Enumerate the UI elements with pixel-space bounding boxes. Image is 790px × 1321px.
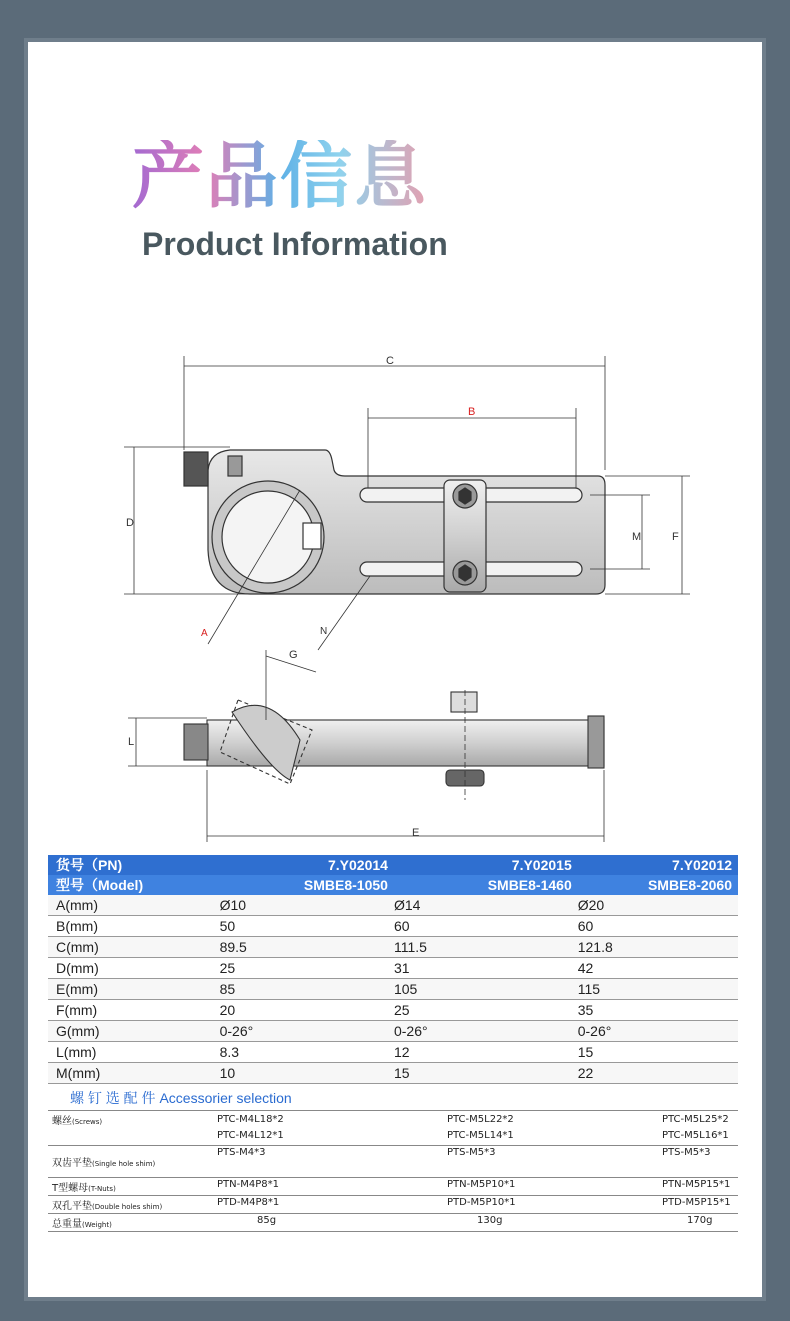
cell: 89.5	[220, 937, 394, 958]
accessories-table	[48, 1110, 738, 1232]
row-label: B(mm)	[48, 916, 220, 937]
acc-label-en: (Weight)	[82, 1221, 112, 1229]
table-row	[48, 1021, 738, 1042]
acc-value: PTS-M5*3	[447, 1147, 496, 1158]
acc-label	[48, 1214, 217, 1232]
acc-cell	[662, 1111, 738, 1146]
dim-g: G	[289, 649, 298, 661]
side-view	[184, 692, 604, 786]
cell: Ø20	[578, 895, 738, 916]
acc-value: PTD-M4P8*1	[217, 1197, 280, 1208]
row-label: A(mm)	[48, 895, 220, 916]
table-row	[48, 979, 738, 1000]
acc-cell	[217, 1111, 447, 1146]
table-row	[48, 1042, 738, 1063]
accessory-row	[48, 1111, 738, 1146]
row-label: L(mm)	[48, 1042, 220, 1063]
acc-label-en: (T-Nuts)	[88, 1185, 116, 1193]
cell: 35	[578, 1000, 738, 1021]
cell: Ø14	[394, 895, 578, 916]
cell: 50	[220, 916, 394, 937]
acc-label	[48, 1146, 217, 1178]
table-row	[48, 937, 738, 958]
acc-value: PTS-M4*3	[217, 1147, 266, 1158]
acc-label	[48, 1178, 217, 1196]
acc-label-cn: 总重量	[52, 1219, 82, 1230]
acc-label-en: (Double holes shim)	[92, 1203, 163, 1211]
title-chinese: 产品信息	[132, 134, 429, 218]
row-label: G(mm)	[48, 1021, 220, 1042]
accessory-row	[48, 1178, 738, 1196]
acc-label-cn: 双孔平垫	[52, 1201, 92, 1212]
acc-label-en: (Single hole shim)	[92, 1160, 156, 1168]
cell: 111.5	[394, 937, 578, 958]
pn-2: 7.Y02015	[394, 855, 578, 875]
dim-n: N	[320, 626, 328, 637]
cell: 15	[394, 1063, 578, 1084]
top-view	[184, 450, 605, 594]
model-label: 型号（Model)	[48, 875, 220, 895]
model-2: SMBE8-1460	[394, 875, 578, 895]
table-row	[48, 916, 738, 937]
accessories-title: 螺 钉 选 配 件 Accessorier selection	[70, 1090, 292, 1106]
acc-value: PTD-M5P10*1	[447, 1197, 516, 1208]
cell: 105	[394, 979, 578, 1000]
pn-1: 7.Y02014	[220, 855, 394, 875]
cell: 60	[394, 916, 578, 937]
cell: 42	[578, 958, 738, 979]
dim-f: F	[672, 531, 679, 543]
acc-value: PTC-M5L25*2	[662, 1114, 729, 1125]
model-3: SMBE8-2060	[578, 875, 738, 895]
accessory-row	[48, 1196, 738, 1214]
header-row-pn	[48, 855, 738, 875]
acc-label	[48, 1196, 217, 1214]
acc-cell	[447, 1111, 662, 1146]
pn-3: 7.Y02012	[578, 855, 738, 875]
acc-value: PTN-M4P8*1	[217, 1179, 279, 1190]
acc-value: PTC-M5L14*1	[447, 1130, 514, 1141]
acc-value: 85g	[217, 1214, 447, 1232]
row-label: E(mm)	[48, 979, 220, 1000]
dim-a: A	[201, 628, 208, 639]
cell: 15	[578, 1042, 738, 1063]
acc-label-cn: T型螺母	[52, 1183, 89, 1194]
cell: 85	[220, 979, 394, 1000]
dim-d: D	[126, 517, 134, 529]
acc-value: PTD-M5P15*1	[662, 1197, 731, 1208]
cell: 0-26°	[220, 1021, 394, 1042]
cell: 0-26°	[578, 1021, 738, 1042]
cell: 12	[394, 1042, 578, 1063]
row-label: D(mm)	[48, 958, 220, 979]
acc-value: PTC-M5L16*1	[662, 1130, 729, 1141]
acc-label-cn: 螺丝	[52, 1116, 72, 1127]
cell: 0-26°	[394, 1021, 578, 1042]
dim-c: C	[386, 355, 394, 367]
cell: 31	[394, 958, 578, 979]
accessory-row	[48, 1214, 738, 1232]
spec-table	[48, 855, 738, 1084]
acc-label-en: (Screws)	[72, 1118, 103, 1126]
pn-label: 货号（PN)	[48, 855, 220, 875]
dim-e: E	[412, 827, 420, 839]
table-row	[48, 1063, 738, 1084]
title-english: Product Information	[142, 226, 448, 262]
dim-m: M	[632, 531, 642, 543]
row-label: F(mm)	[48, 1000, 220, 1021]
cell: 10	[220, 1063, 394, 1084]
acc-value: 170g	[662, 1214, 738, 1232]
row-label: M(mm)	[48, 1063, 220, 1084]
acc-value: PTC-M5L22*2	[447, 1114, 514, 1125]
table-row	[48, 1000, 738, 1021]
dim-b: B	[468, 406, 476, 418]
cell: 20	[220, 1000, 394, 1021]
dim-l: L	[128, 736, 135, 748]
acc-value: PTN-M5P15*1	[662, 1179, 731, 1190]
cell: 22	[578, 1063, 738, 1084]
cell: 25	[394, 1000, 578, 1021]
cell: 115	[578, 979, 738, 1000]
cell: Ø10	[220, 895, 394, 916]
header-row-model	[48, 875, 738, 895]
table-row	[48, 895, 738, 916]
acc-label	[48, 1111, 217, 1146]
acc-label-cn: 双齿平垫	[52, 1158, 92, 1169]
table-row	[48, 958, 738, 979]
acc-value: PTC-M4L12*1	[217, 1130, 284, 1141]
row-label: C(mm)	[48, 937, 220, 958]
acc-value: PTC-M4L18*2	[217, 1114, 284, 1125]
cell: 121.8	[578, 937, 738, 958]
cell: 8.3	[220, 1042, 394, 1063]
acc-value: PTN-M5P10*1	[447, 1179, 516, 1190]
model-1: SMBE8-1050	[220, 875, 394, 895]
acc-value: 130g	[447, 1214, 662, 1232]
cell: 60	[578, 916, 738, 937]
cell: 25	[220, 958, 394, 979]
accessory-row	[48, 1146, 738, 1178]
acc-value: PTS-M5*3	[662, 1147, 711, 1158]
